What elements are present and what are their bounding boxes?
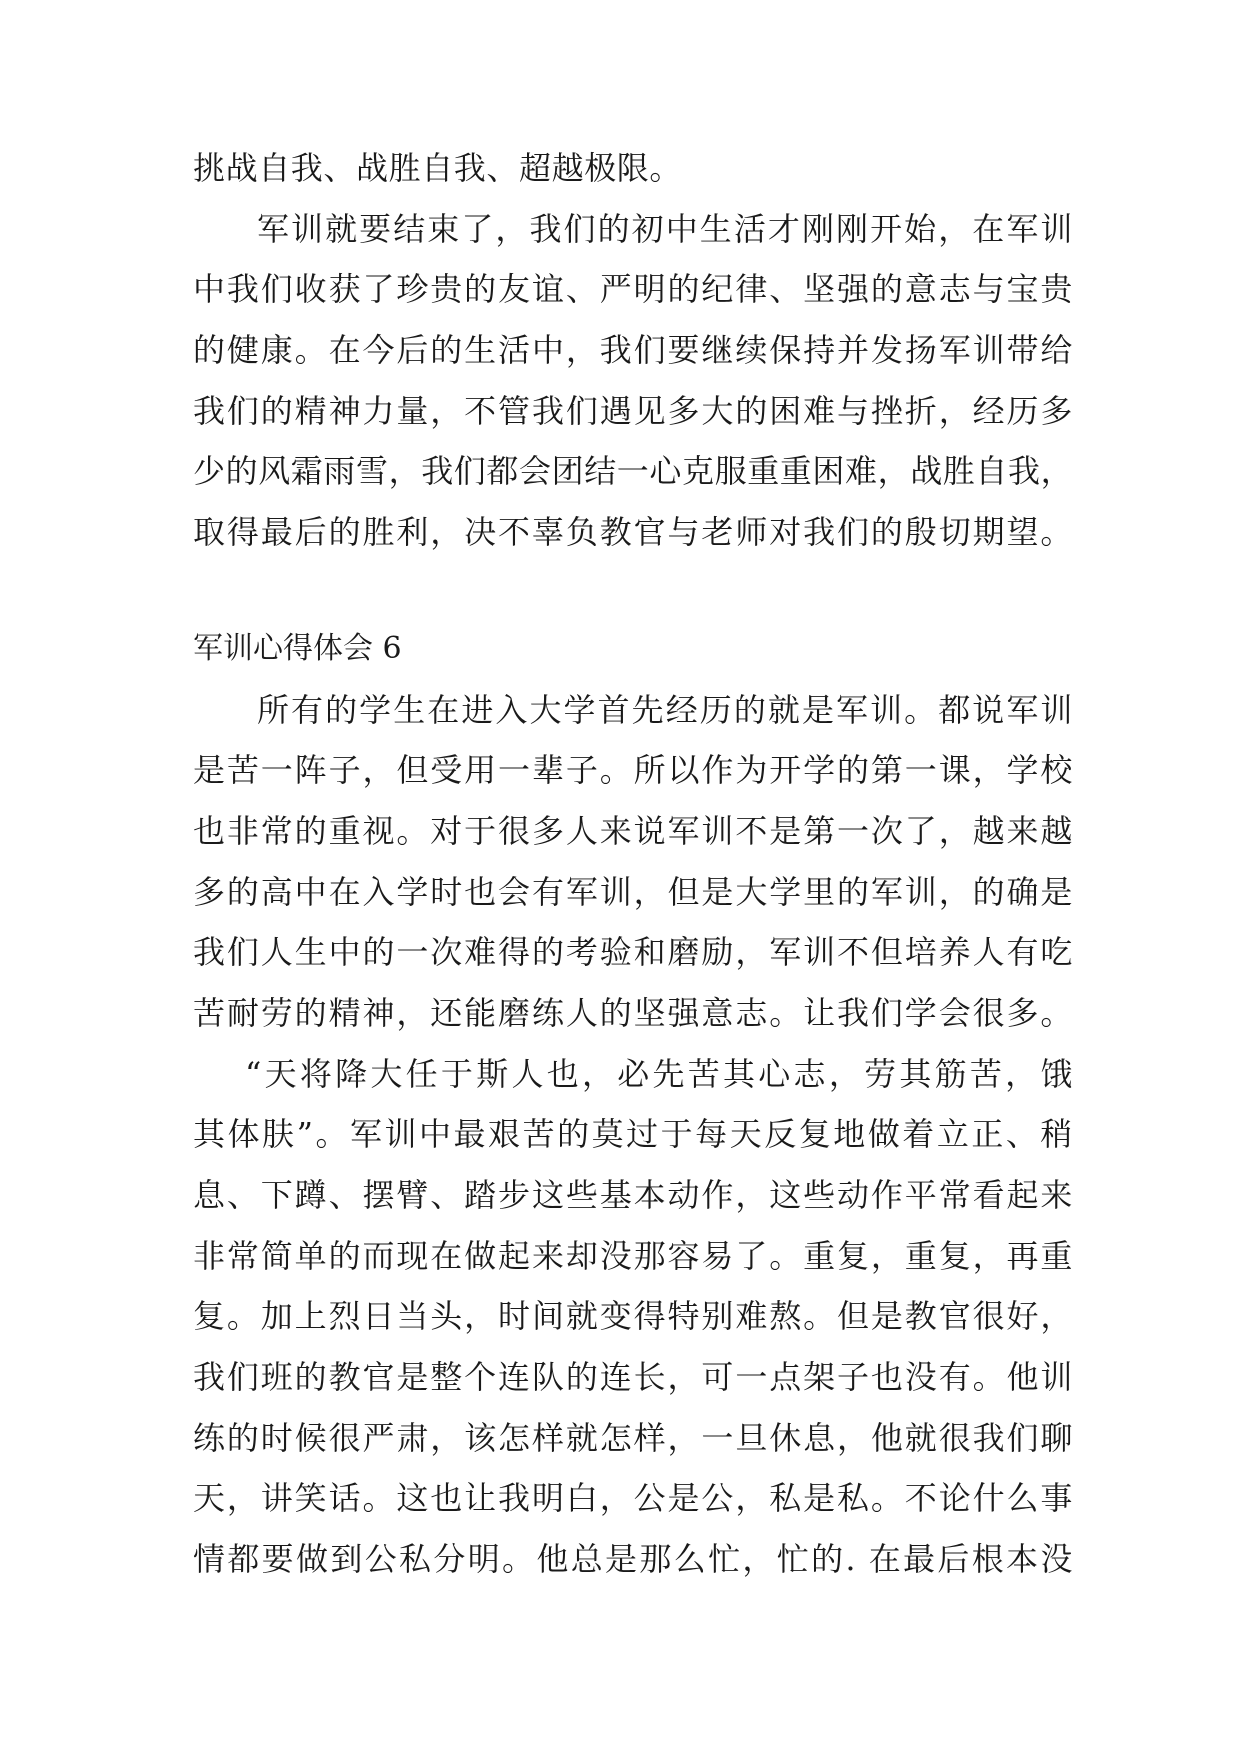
paragraph-line: 挑战自我、战胜自我、超越极限。: [193, 149, 683, 187]
paragraph-line: 取得最后的胜利，决不辜负教官与老师对我们的殷切期望。: [193, 513, 1073, 552]
paragraph-line: 练的时候很严肃，该怎样就怎样，一旦休息，他就很我们聊: [193, 1418, 1073, 1457]
paragraph-line: 非常简单的而现在做起来却没那容易了。重复，重复，再重: [193, 1236, 1073, 1275]
paragraph-line: 苦耐劳的精神，还能磨练人的坚强意志。让我们学会很多。: [193, 993, 1073, 1032]
paragraph-line: 复。加上烈日当头，时间就变得特别难熬。但是教官很好，: [193, 1297, 1073, 1336]
paragraph-line: 天，讲笑话。这也让我明白，公是公，私是私。不论什么事: [193, 1479, 1073, 1518]
paragraph-line: “天将降大任于斯人也，必先苦其心志，劳其筋苦，饿: [245, 1054, 1073, 1093]
paragraph-line: 军训就要结束了，我们的初中生活才刚刚开始，在军训: [257, 209, 1073, 248]
paragraph-line: 少的风霜雨雪，我们都会团结一心克服重重困难，战胜自我，: [193, 452, 1074, 491]
paragraph-line: 是苦一阵子，但受用一辈子。所以作为开学的第一课，学校: [193, 751, 1073, 790]
paragraph-line: 息、下蹲、摆臂、踏步这些基本动作，这些动作平常看起来: [193, 1176, 1073, 1214]
paragraph-line: 的健康。在今后的生活中，我们要继续保持并发扬军训带给: [193, 331, 1073, 370]
section-heading: 军训心得体会 6: [193, 630, 402, 666]
paragraph-line: 我们人生中的一次难得的考验和磨励，军训不但培养人有吃: [193, 933, 1073, 972]
paragraph-line: 中我们收获了珍贵的友谊、严明的纪律、坚强的意志与宝贵: [193, 270, 1073, 309]
paragraph-line: 情都要做到公私分明。他总是那么忙，忙的. 在最后根本没: [193, 1540, 1073, 1579]
paragraph-line: 多的高中在入学时也会有军训，但是大学里的军训，的确是: [193, 872, 1073, 911]
paragraph-line: 我们的精神力量，不管我们遇见多大的困难与挫折，经历多: [193, 391, 1073, 430]
body-text: [193, 138, 1073, 1590]
paragraph-line: 也非常的重视。对于很多人来说军训不是第一次了，越来越: [193, 811, 1073, 850]
paragraph-line: 我们班的教官是整个连队的连长，可一点架子也没有。他训: [193, 1358, 1073, 1397]
paragraph-line: 其体肤”。军训中最艰苦的莫过于每天反复地做着立正、稍: [193, 1115, 1073, 1154]
paragraph-line: 所有的学生在进入大学首先经历的就是军训。都说军训: [257, 690, 1073, 729]
